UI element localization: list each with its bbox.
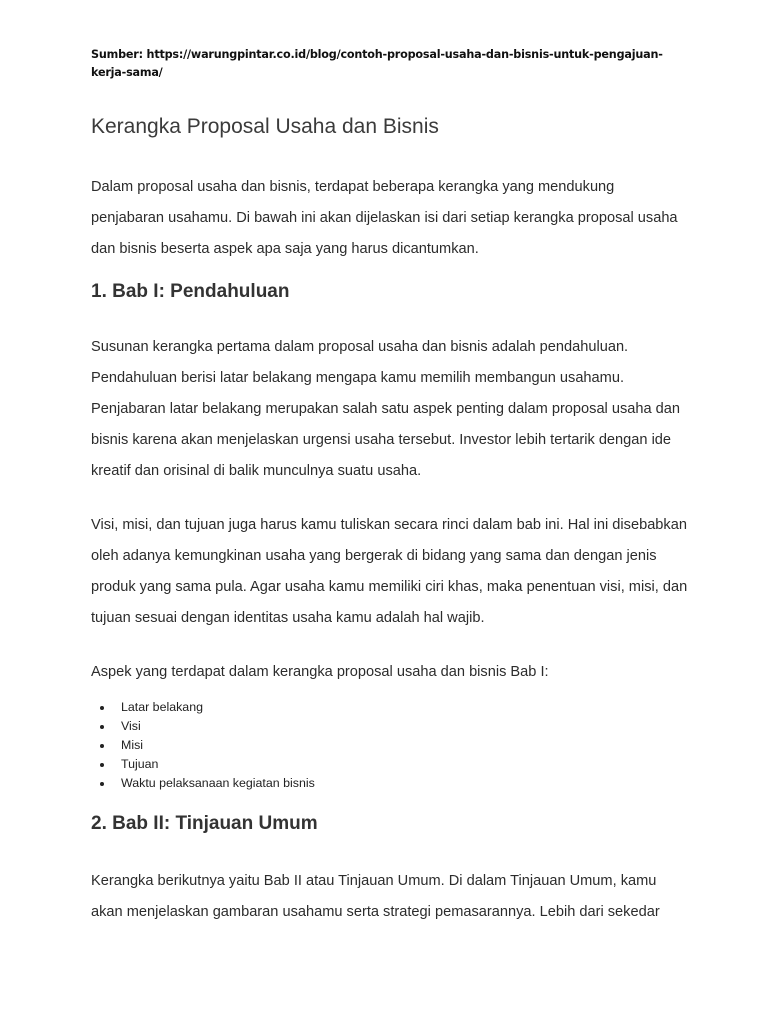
list-item: Tujuan (100, 755, 315, 774)
list-item: Waktu pelaksanaan kegiatan bisnis (100, 774, 315, 793)
section2-heading: 2. Bab II: Tinjauan Umum (91, 813, 318, 834)
section1-aspects-intro: Aspek yang terdapat dalam kerangka proposal usaha dan bisnis Bab I: (91, 664, 549, 680)
intro-paragraph: Dalam proposal usaha dan bisnis, terdapat beberapa kerangka yang mendukung penjabaran usahamu. Di bawah ini akan dijelaskan isi dari setiap kerangka proposal usaha dan bisnis beserta aspek apa saja yang harus dicantumkan. (91, 179, 678, 257)
section1-heading: 1. Bab I: Pendahuluan (91, 281, 290, 302)
section1-paragraph-2: Visi, misi, dan tujuan juga harus kamu tuliskan secara rinci dalam bab ini. Hal ini disebabkan oleh adanya kemungkinan usaha yang bergerak di bidang yang sama dan dengan jenis produk yang sama pula. Agar usaha kamu memiliki ciri khas, maka penentuan visi, misi, dan tujuan sesuai dengan identitas usaha kamu adalah hal wajib. (91, 517, 688, 626)
aspects-list (100, 698, 315, 793)
list-item: Visi (100, 717, 315, 736)
page-title: Kerangka Proposal Usaha dan Bisnis (91, 115, 439, 138)
section2-paragraph-1: Kerangka berikutnya yaitu Bab II atau Tinjauan Umum. Di dalam Tinjauan Umum, kamu akan menjelaskan gambaran usahamu serta strategi pemasarannya. Lebih dari sekedar (91, 873, 660, 920)
section1-paragraph-1: Susunan kerangka pertama dalam proposal usaha dan bisnis adalah pendahuluan. Pendahuluan berisi latar belakang mengapa kamu memilih membangun usahamu. Penjabaran latar belakang merupakan salah satu aspek penting dalam proposal usaha dan bisnis karena akan menjelaskan urgensi usaha tersebut. Investor lebih tertarik dengan ide kreatif dan orisinal di balik munculnya suatu usaha. (91, 339, 681, 479)
list-item: Latar belakang (100, 698, 315, 717)
source-line: Sumber: https://warungpintar.co.id/blog/contoh-proposal-usaha-dan-bisnis-untuk-pengajuan-kerja-sama/ (91, 48, 663, 79)
list-item: Misi (100, 736, 315, 755)
